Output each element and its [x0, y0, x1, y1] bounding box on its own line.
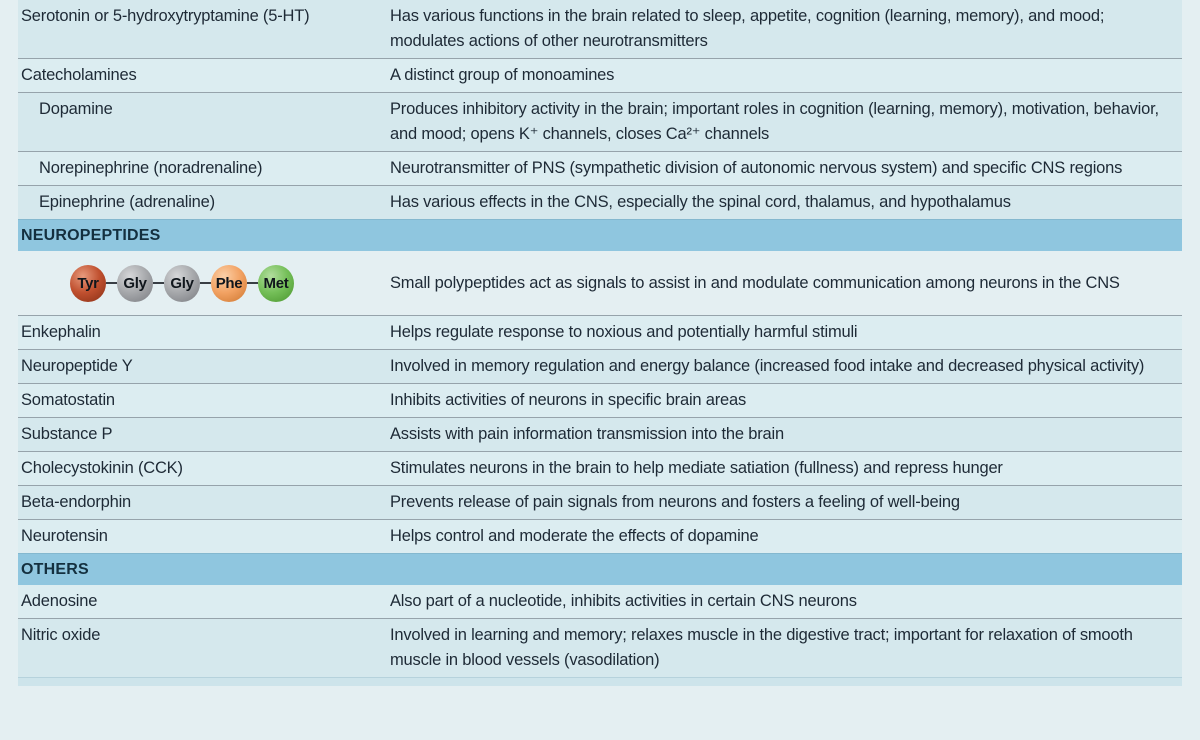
substance-name: Epinephrine (adrenaline) [39, 193, 215, 211]
table-row [18, 350, 1182, 384]
amino-acid-bead: Met [258, 265, 294, 302]
substance-description: Assists with pain information transmission into the brain [390, 425, 784, 443]
substance-description: Inhibits activities of neurons in specific brain areas [390, 391, 747, 409]
substance-description: Helps regulate response to noxious and potentially harmful stimuli [390, 323, 858, 341]
amino-acid-bead: Phe [211, 265, 247, 302]
substance-description: Helps control and moderate the effects of dopamine [390, 527, 759, 545]
table-row [18, 186, 1182, 219]
substance-name: Cholecystokinin (CCK) [21, 459, 183, 477]
peptide-bond-connector [200, 282, 211, 284]
peptide-chain-row [18, 251, 1182, 316]
substance-name: Enkephalin [21, 323, 101, 341]
substance-description: Prevents release of pain signals from neurons and fosters a feeling of well-being [390, 493, 960, 511]
substance-description: Also part of a nucleotide, inhibits activities in certain CNS neurons [390, 592, 857, 610]
substance-description: Involved in learning and memory; relaxes muscle in the digestive tract; important for relaxation of smooth muscle in blood vessels (vasodilation) [390, 626, 1133, 669]
substance-description: Stimulates neurons in the brain to help mediate satiation (fullness) and repress hunger [390, 459, 1003, 477]
table-row [18, 452, 1182, 486]
substance-description: Involved in memory regulation and energy balance (increased food intake and decreased physical activity) [390, 357, 1145, 375]
substance-description: Produces inhibitory activity in the brain; important roles in cognition (learning, memory), motivation, behavior, and mood; opens K⁺ channels, closes Ca²⁺ channels [390, 100, 1159, 143]
table-row [18, 486, 1182, 520]
substance-name: Norepinephrine (noradrenaline) [39, 159, 263, 177]
table-row [18, 0, 1182, 59]
table-row [18, 93, 1182, 152]
table-row [18, 152, 1182, 186]
substance-description: Small polypeptides act as signals to assist in and modulate communication among neurons in the CNS [390, 273, 1120, 292]
table-row [18, 59, 1182, 93]
peptide-bond-connector [106, 282, 117, 284]
amino-acid-bead: Gly [117, 265, 153, 302]
amino-acid-bead: Gly [164, 265, 200, 302]
peptide-bond-connector [153, 282, 164, 284]
substance-description: A distinct group of monoamines [390, 66, 615, 84]
substance-name: Somatostatin [21, 391, 115, 409]
substance-name: Catecholamines [21, 66, 137, 84]
substance-description: Neurotransmitter of PNS (sympathetic division of autonomic nervous system) and specific CNS regions [390, 159, 1123, 177]
substance-name: Substance P [21, 425, 113, 443]
amino-acid-bead: Tyr [70, 265, 106, 302]
neurotransmitter-table [18, 0, 1182, 686]
substance-name: Beta-endorphin [21, 493, 132, 511]
substance-name: Serotonin or 5-hydroxytryptamine (5-HT) [21, 7, 310, 25]
table-row [18, 585, 1182, 619]
peptide-chain-diagram [18, 265, 390, 302]
substance-name: Neurotensin [21, 527, 108, 545]
table-row [18, 316, 1182, 350]
table-bottom-strip [18, 677, 1182, 686]
section-header-label: OTHERS [21, 561, 89, 578]
table-row [18, 619, 1182, 677]
table-row [18, 520, 1182, 553]
substance-name: Nitric oxide [21, 626, 101, 644]
substance-name: Dopamine [39, 100, 113, 118]
table-row [18, 384, 1182, 418]
peptide-bond-connector [247, 282, 258, 284]
section-header-row [18, 553, 1182, 585]
section-header-row [18, 219, 1182, 251]
substance-name: Neuropeptide Y [21, 357, 133, 375]
substance-description: Has various functions in the brain related to sleep, appetite, cognition (learning, memory), and mood; modulates actions of other neurotransmitters [390, 7, 1105, 50]
table-rows-host [18, 0, 1182, 677]
table-row [18, 418, 1182, 452]
section-header-label: NEUROPEPTIDES [21, 227, 161, 244]
substance-name: Adenosine [21, 592, 98, 610]
substance-description: Has various effects in the CNS, especially the spinal cord, thalamus, and hypothalamus [390, 193, 1011, 211]
